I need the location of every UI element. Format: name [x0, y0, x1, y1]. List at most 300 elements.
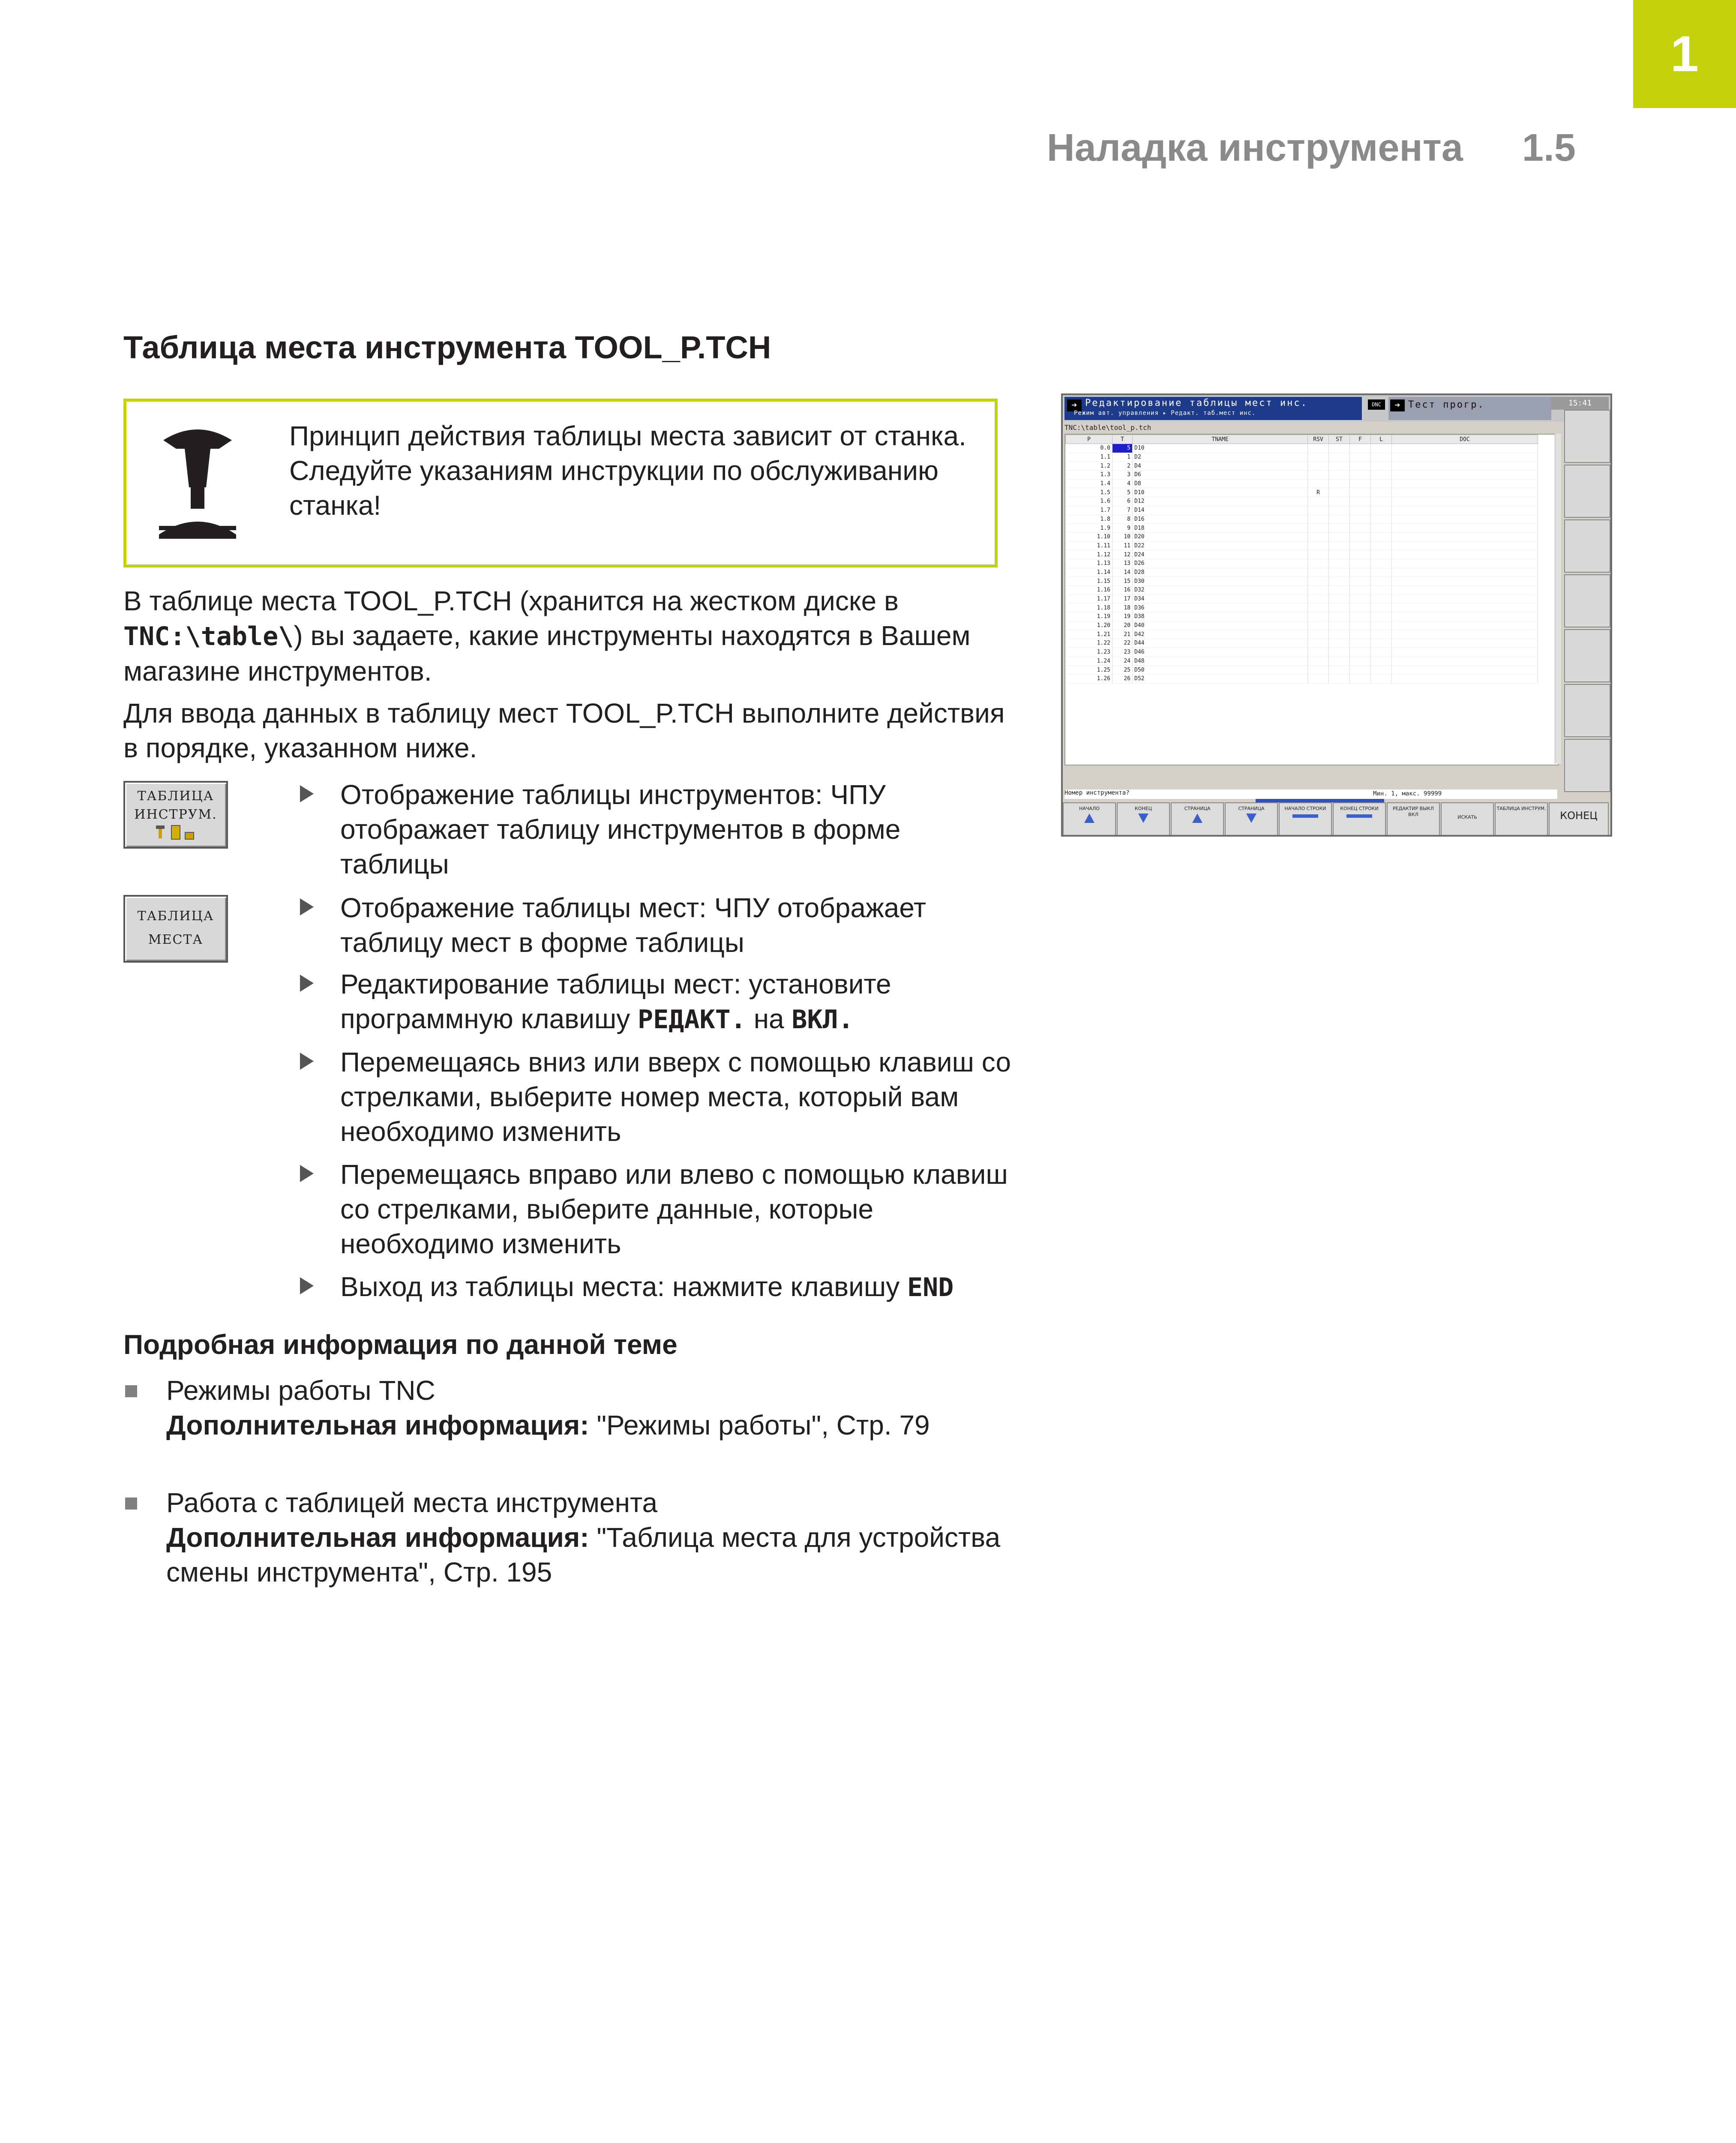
table-row[interactable] — [1066, 541, 1538, 550]
table-cell[interactable] — [1329, 586, 1350, 595]
table-cell[interactable]: 7 — [1112, 506, 1133, 515]
key-code: END — [907, 1273, 954, 1303]
table-cell[interactable] — [1350, 471, 1371, 480]
table-cell[interactable]: 1.14 — [1066, 568, 1112, 577]
table-cell[interactable]: D26 — [1133, 559, 1308, 568]
table-cell[interactable] — [1392, 524, 1538, 533]
table-cell[interactable] — [1329, 479, 1350, 488]
table-cell[interactable] — [1392, 532, 1538, 541]
tnc-softkey-exit[interactable] — [1549, 802, 1609, 836]
table-cell[interactable] — [1308, 524, 1329, 533]
table-cell[interactable] — [1392, 648, 1538, 657]
table-cell[interactable] — [1308, 577, 1329, 586]
table-cell[interactable] — [1350, 568, 1371, 577]
table-cell[interactable] — [1392, 666, 1538, 675]
table-cell[interactable] — [1329, 497, 1350, 506]
tnc-side-softkey[interactable] — [1564, 739, 1610, 792]
table-cell[interactable] — [1350, 559, 1371, 568]
table-cell[interactable]: 1.26 — [1066, 674, 1112, 683]
softkey-code: ВКЛ. — [792, 1005, 854, 1035]
table-cell[interactable] — [1371, 524, 1392, 533]
table-cell[interactable] — [1329, 444, 1350, 453]
table-cell[interactable]: 13 — [1112, 559, 1133, 568]
table-cell[interactable]: 12 — [1112, 550, 1133, 559]
table-cell[interactable] — [1308, 612, 1329, 621]
table-cell[interactable]: 15 — [1112, 577, 1133, 586]
table-cell[interactable] — [1329, 506, 1350, 515]
table-cell[interactable] — [1308, 479, 1329, 488]
table-row[interactable] — [1066, 568, 1538, 577]
table-cell[interactable] — [1350, 639, 1371, 648]
step-text-a: Выход из таблицы места: нажмите клавишу — [340, 1271, 907, 1302]
table-cell[interactable] — [1392, 639, 1538, 648]
table-cell[interactable] — [1371, 666, 1392, 675]
table-cell[interactable] — [1350, 462, 1371, 471]
softkey-label-2: МЕСТА — [148, 932, 204, 947]
tnc-softkey-line-end[interactable] — [1333, 802, 1386, 836]
tnc-side-softkey[interactable] — [1564, 410, 1610, 463]
tnc-softkey-level-bar — [1256, 799, 1384, 802]
table-cell[interactable] — [1329, 639, 1350, 648]
table-row[interactable] — [1066, 657, 1538, 666]
table-row[interactable] — [1066, 479, 1538, 488]
more-info-text — [166, 1373, 1006, 1443]
table-cell[interactable]: 5 — [1112, 444, 1133, 453]
table-cell[interactable] — [1308, 674, 1329, 683]
table-row[interactable] — [1066, 603, 1538, 612]
table-cell[interactable]: 1.24 — [1066, 657, 1112, 666]
table-cell[interactable]: 16 — [1112, 586, 1133, 595]
table-cell[interactable] — [1350, 594, 1371, 603]
table-row[interactable] — [1066, 674, 1538, 683]
table-cell[interactable] — [1329, 568, 1350, 577]
table-cell[interactable] — [1308, 550, 1329, 559]
mode-arrow-icon: ➔ — [1067, 399, 1082, 411]
table-cell[interactable] — [1371, 444, 1392, 453]
table-cell[interactable]: 1.15 — [1066, 577, 1112, 586]
tool-icon — [150, 824, 201, 841]
table-cell[interactable] — [1392, 541, 1538, 550]
table-cell[interactable] — [1350, 621, 1371, 630]
table-row[interactable] — [1066, 577, 1538, 586]
machine-spindle-icon — [159, 423, 236, 547]
table-cell[interactable] — [1371, 471, 1392, 480]
table-cell[interactable] — [1308, 515, 1329, 524]
table-cell[interactable]: D48 — [1133, 657, 1308, 666]
tnc-side-softkey[interactable] — [1564, 684, 1610, 737]
table-cell[interactable] — [1392, 577, 1538, 586]
tnc-softkey-end[interactable] — [1117, 802, 1170, 836]
table-cell[interactable]: 1.5 — [1066, 488, 1112, 497]
table-cell[interactable] — [1371, 568, 1392, 577]
table-cell[interactable]: D22 — [1133, 541, 1308, 550]
table-cell[interactable]: D32 — [1133, 586, 1308, 595]
table-cell[interactable]: 1.10 — [1066, 532, 1112, 541]
table-cell[interactable] — [1350, 488, 1371, 497]
table-cell[interactable] — [1350, 577, 1371, 586]
more-info-title: Подробная информация по данной теме — [123, 1329, 678, 1360]
table-cell[interactable]: D16 — [1133, 515, 1308, 524]
table-cell[interactable]: 1.20 — [1066, 621, 1112, 630]
table-cell[interactable] — [1308, 594, 1329, 603]
tnc-softkey-row — [1063, 802, 1610, 837]
table-cell[interactable]: D14 — [1133, 506, 1308, 515]
arrow-down-icon — [1138, 813, 1148, 823]
column-header: DOC — [1392, 435, 1538, 444]
table-row[interactable] — [1066, 453, 1538, 462]
table-row[interactable] — [1066, 612, 1538, 621]
table-cell[interactable] — [1371, 532, 1392, 541]
table-cell[interactable]: 17 — [1112, 594, 1133, 603]
table-cell[interactable] — [1371, 674, 1392, 683]
table-cell[interactable] — [1329, 666, 1350, 675]
table-cell[interactable] — [1392, 488, 1538, 497]
table-cell[interactable]: 1.11 — [1066, 541, 1112, 550]
table-row[interactable] — [1066, 462, 1538, 471]
table-cell[interactable]: 1.8 — [1066, 515, 1112, 524]
table-cell[interactable] — [1350, 532, 1371, 541]
table-cell[interactable] — [1329, 603, 1350, 612]
table-row[interactable] — [1066, 488, 1538, 497]
table-cell[interactable] — [1371, 462, 1392, 471]
header-section-number: 1.5 — [1522, 126, 1576, 169]
table-cell[interactable]: D4 — [1133, 462, 1308, 471]
table-cell[interactable] — [1329, 577, 1350, 586]
table-cell[interactable] — [1308, 462, 1329, 471]
table-cell[interactable] — [1392, 462, 1538, 471]
table-cell[interactable]: 10 — [1112, 532, 1133, 541]
step-text — [340, 1270, 1011, 1305]
table-cell[interactable] — [1392, 594, 1538, 603]
table-cell[interactable]: D2 — [1133, 453, 1308, 462]
table-row[interactable] — [1066, 515, 1538, 524]
table-cell[interactable] — [1371, 586, 1392, 595]
notice-text: Принцип действия таблицы места зависит от станка. Следуйте указаниям инструкции по обслуживанию станка! — [289, 420, 966, 521]
column-header: F — [1350, 435, 1371, 444]
tnc-mode-bar — [1063, 395, 1610, 422]
table-cell[interactable] — [1308, 586, 1329, 595]
table-cell[interactable]: D6 — [1133, 471, 1308, 480]
tnc-softkey-page-up[interactable] — [1171, 802, 1224, 836]
table-row[interactable] — [1066, 444, 1538, 453]
table-cell[interactable]: 25 — [1112, 666, 1133, 675]
table-cell[interactable]: 19 — [1112, 612, 1133, 621]
table-cell[interactable] — [1350, 657, 1371, 666]
table-cell[interactable]: D34 — [1133, 594, 1308, 603]
table-cell[interactable] — [1350, 497, 1371, 506]
step-arrow-icon — [300, 898, 314, 915]
table-cell[interactable] — [1350, 586, 1371, 595]
table-cell[interactable]: 14 — [1112, 568, 1133, 577]
table-cell[interactable] — [1371, 506, 1392, 515]
table-row[interactable] — [1066, 524, 1538, 533]
table-cell[interactable]: 1.21 — [1066, 630, 1112, 639]
table-cell[interactable]: 1.25 — [1066, 666, 1112, 675]
table-cell[interactable]: 0.0 — [1066, 444, 1112, 453]
table-cell[interactable] — [1350, 524, 1371, 533]
table-cell[interactable]: 22 — [1112, 639, 1133, 648]
arrow-left-icon — [1292, 814, 1318, 818]
table-cell[interactable] — [1350, 666, 1371, 675]
table-cell[interactable] — [1308, 657, 1329, 666]
table-cell[interactable]: 24 — [1112, 657, 1133, 666]
table-row[interactable] — [1066, 559, 1538, 568]
table-cell[interactable] — [1371, 621, 1392, 630]
table-cell[interactable]: D24 — [1133, 550, 1308, 559]
table-cell[interactable] — [1392, 497, 1538, 506]
table-cell[interactable] — [1308, 471, 1329, 480]
table-cell[interactable] — [1308, 444, 1329, 453]
table-cell[interactable] — [1329, 559, 1350, 568]
table-cell[interactable]: 23 — [1112, 648, 1133, 657]
table-cell[interactable] — [1392, 674, 1538, 683]
table-cell[interactable] — [1350, 630, 1371, 639]
table-row[interactable] — [1066, 621, 1538, 630]
table-cell[interactable]: D8 — [1133, 479, 1308, 488]
tnc-softkey-line-begin[interactable] — [1279, 802, 1332, 836]
table-cell[interactable] — [1329, 532, 1350, 541]
table-cell[interactable]: D44 — [1133, 639, 1308, 648]
table-cell[interactable]: R — [1308, 488, 1329, 497]
table-cell[interactable] — [1371, 639, 1392, 648]
tnc-side-softkey[interactable] — [1564, 465, 1610, 518]
table-cell[interactable] — [1308, 453, 1329, 462]
step-arrow-icon — [300, 1277, 314, 1294]
table-cell[interactable]: 9 — [1112, 524, 1133, 533]
table-cell[interactable]: 3 — [1112, 471, 1133, 480]
table-cell[interactable] — [1371, 550, 1392, 559]
table-cell[interactable]: D50 — [1133, 666, 1308, 675]
table-row[interactable] — [1066, 586, 1538, 595]
table-cell[interactable] — [1350, 479, 1371, 488]
table-cell[interactable]: D40 — [1133, 621, 1308, 630]
softkey-label: КОНЕЦ СТРОКИ — [1340, 806, 1379, 811]
table-cell[interactable] — [1308, 559, 1329, 568]
table-cell[interactable]: D10 — [1133, 488, 1308, 497]
table-cell[interactable] — [1329, 462, 1350, 471]
table-cell[interactable]: D28 — [1133, 568, 1308, 577]
table-cell[interactable] — [1350, 515, 1371, 524]
table-cell[interactable] — [1329, 453, 1350, 462]
table-cell[interactable] — [1329, 657, 1350, 666]
table-cell[interactable] — [1350, 603, 1371, 612]
table-cell[interactable]: D12 — [1133, 497, 1308, 506]
table-cell[interactable]: 1.23 — [1066, 648, 1112, 657]
table-cell[interactable]: 1.17 — [1066, 594, 1112, 603]
table-cell[interactable]: 1.22 — [1066, 639, 1112, 648]
table-cell[interactable] — [1329, 471, 1350, 480]
table-cell[interactable] — [1329, 648, 1350, 657]
table-cell[interactable] — [1392, 586, 1538, 595]
softkey-label: НАЧАЛО СТРОКИ — [1284, 806, 1326, 811]
tnc-softkey-page-down[interactable] — [1225, 802, 1278, 836]
table-cell[interactable] — [1308, 506, 1329, 515]
table-row[interactable] — [1066, 594, 1538, 603]
table-cell[interactable]: 1.3 — [1066, 471, 1112, 480]
table-cell[interactable]: 8 — [1112, 515, 1133, 524]
table-cell[interactable]: 21 — [1112, 630, 1133, 639]
table-cell[interactable] — [1350, 453, 1371, 462]
table-row[interactable] — [1066, 471, 1538, 480]
table-cell[interactable]: 11 — [1112, 541, 1133, 550]
item-title: Режимы работы TNC — [166, 1375, 435, 1406]
table-cell[interactable]: 1.1 — [1066, 453, 1112, 462]
tnc-file-path: TNC:\table\tool_p.tch — [1064, 423, 1151, 432]
table-cell[interactable] — [1392, 603, 1538, 612]
softkey-label-1: ТАБЛИЦА — [137, 789, 214, 804]
table-cell[interactable] — [1392, 657, 1538, 666]
table-cell[interactable] — [1371, 479, 1392, 488]
table-row[interactable] — [1066, 639, 1538, 648]
table-cell[interactable] — [1392, 559, 1538, 568]
table-cell[interactable]: 1.9 — [1066, 524, 1112, 533]
table-row[interactable] — [1066, 497, 1538, 506]
table-cell[interactable] — [1308, 648, 1329, 657]
table-cell[interactable]: 4 — [1112, 479, 1133, 488]
step-5 — [300, 1157, 1011, 1261]
table-row[interactable] — [1066, 550, 1538, 559]
table-cell[interactable] — [1371, 612, 1392, 621]
table-cell[interactable] — [1392, 621, 1538, 630]
tnc-test-mode: Тест прогр. — [1408, 399, 1485, 410]
table-cell[interactable] — [1308, 666, 1329, 675]
table-cell[interactable]: 1.7 — [1066, 506, 1112, 515]
tnc-softkey-find[interactable] — [1441, 802, 1494, 836]
chapter-number: 1 — [1670, 26, 1699, 82]
table-cell[interactable] — [1350, 550, 1371, 559]
table-cell[interactable]: 2 — [1112, 462, 1133, 471]
table-cell[interactable]: 1.6 — [1066, 497, 1112, 506]
tnc-softkey-begin[interactable] — [1063, 802, 1116, 836]
table-cell[interactable]: D10 — [1133, 444, 1308, 453]
softkey-label: КОНЕЦ — [1560, 810, 1598, 822]
table-cell[interactable]: D20 — [1133, 532, 1308, 541]
table-cell[interactable] — [1392, 479, 1538, 488]
table-cell[interactable] — [1329, 630, 1350, 639]
tnc-side-softkey[interactable] — [1564, 519, 1610, 573]
table-cell[interactable] — [1308, 603, 1329, 612]
table-row[interactable] — [1066, 666, 1538, 675]
table-cell[interactable] — [1392, 506, 1538, 515]
table-cell[interactable] — [1392, 444, 1538, 453]
table-cell[interactable] — [1329, 524, 1350, 533]
table-cell[interactable]: 1.19 — [1066, 612, 1112, 621]
table-cell[interactable]: D30 — [1133, 577, 1308, 586]
table-cell[interactable]: 20 — [1112, 621, 1133, 630]
table-cell[interactable] — [1308, 568, 1329, 577]
table-cell[interactable] — [1371, 453, 1392, 462]
table-cell[interactable] — [1371, 630, 1392, 639]
table-cell[interactable]: 1.13 — [1066, 559, 1112, 568]
step-2 — [300, 891, 1011, 960]
tnc-softkey-tool-table[interactable] — [1495, 802, 1548, 836]
table-cell[interactable]: 6 — [1112, 497, 1133, 506]
table-cell[interactable] — [1350, 648, 1371, 657]
table-cell[interactable] — [1350, 506, 1371, 515]
tnc-scrollbar[interactable] — [1555, 434, 1561, 764]
table-cell[interactable] — [1392, 471, 1538, 480]
table-cell[interactable]: D42 — [1133, 630, 1308, 639]
tnc-prompt: Номер инструмента? — [1064, 789, 1130, 796]
table-cell[interactable] — [1308, 621, 1329, 630]
table-cell[interactable] — [1308, 497, 1329, 506]
table-cell[interactable] — [1308, 532, 1329, 541]
tnc-softkey-edit[interactable] — [1387, 802, 1440, 836]
tnc-side-softkey[interactable] — [1564, 574, 1610, 627]
table-cell[interactable] — [1371, 515, 1392, 524]
table-cell[interactable] — [1350, 674, 1371, 683]
table-cell[interactable] — [1350, 541, 1371, 550]
table-cell[interactable] — [1329, 550, 1350, 559]
table-cell[interactable]: 5 — [1112, 488, 1133, 497]
table-cell[interactable] — [1350, 612, 1371, 621]
table-cell[interactable]: 1.18 — [1066, 603, 1112, 612]
table-cell[interactable] — [1308, 639, 1329, 648]
table-cell[interactable] — [1308, 541, 1329, 550]
table-cell[interactable]: D36 — [1133, 603, 1308, 612]
table-row[interactable] — [1066, 630, 1538, 639]
table-cell[interactable] — [1308, 630, 1329, 639]
table-cell[interactable] — [1329, 594, 1350, 603]
table-cell[interactable] — [1371, 577, 1392, 586]
tnc-side-softkey[interactable] — [1564, 629, 1610, 682]
table-cell[interactable] — [1329, 541, 1350, 550]
tnc-dialog-line — [1064, 789, 1557, 799]
table-cell[interactable]: D46 — [1133, 648, 1308, 657]
column-header: L — [1371, 435, 1392, 444]
table-row[interactable] — [1066, 648, 1538, 657]
table-cell[interactable] — [1329, 674, 1350, 683]
softkey-label: ТАБЛИЦА ИНСТРУМ. — [1496, 806, 1546, 811]
table-cell[interactable] — [1371, 497, 1392, 506]
table-cell[interactable] — [1371, 559, 1392, 568]
table-cell[interactable] — [1371, 488, 1392, 497]
table-cell[interactable] — [1371, 603, 1392, 612]
table-cell[interactable] — [1329, 612, 1350, 621]
table-row[interactable] — [1066, 506, 1538, 515]
table-cell[interactable] — [1371, 648, 1392, 657]
step-text: Перемещаясь вправо или влево с помощью клавиш со стрелками, выберите данные, которые необходимо изменить — [340, 1159, 1008, 1259]
table-cell[interactable]: 1.12 — [1066, 550, 1112, 559]
more-info-item — [123, 1373, 1006, 1443]
table-cell[interactable] — [1371, 657, 1392, 666]
table-cell[interactable] — [1329, 515, 1350, 524]
item-label: Дополнительная информация: — [166, 1410, 589, 1441]
table-cell[interactable] — [1392, 630, 1538, 639]
table-cell[interactable] — [1392, 612, 1538, 621]
table-cell[interactable]: 1 — [1112, 453, 1133, 462]
table-cell[interactable]: 1.2 — [1066, 462, 1112, 471]
table-cell[interactable]: 1.16 — [1066, 586, 1112, 595]
table-cell[interactable] — [1392, 568, 1538, 577]
table-cell[interactable] — [1329, 621, 1350, 630]
table-cell[interactable] — [1371, 594, 1392, 603]
table-cell[interactable] — [1350, 444, 1371, 453]
table-cell[interactable] — [1329, 488, 1350, 497]
step-arrow-icon — [300, 975, 314, 992]
table-cell[interactable]: D52 — [1133, 674, 1308, 683]
table-cell[interactable]: 1.4 — [1066, 479, 1112, 488]
table-row[interactable] — [1066, 532, 1538, 541]
table-cell[interactable] — [1392, 550, 1538, 559]
table-cell[interactable] — [1371, 541, 1392, 550]
table-cell[interactable]: D18 — [1133, 524, 1308, 533]
table-cell[interactable]: 26 — [1112, 674, 1133, 683]
table-cell[interactable]: D38 — [1133, 612, 1308, 621]
table-cell[interactable]: 18 — [1112, 603, 1133, 612]
table-cell[interactable] — [1392, 453, 1538, 462]
table-cell[interactable] — [1392, 515, 1538, 524]
